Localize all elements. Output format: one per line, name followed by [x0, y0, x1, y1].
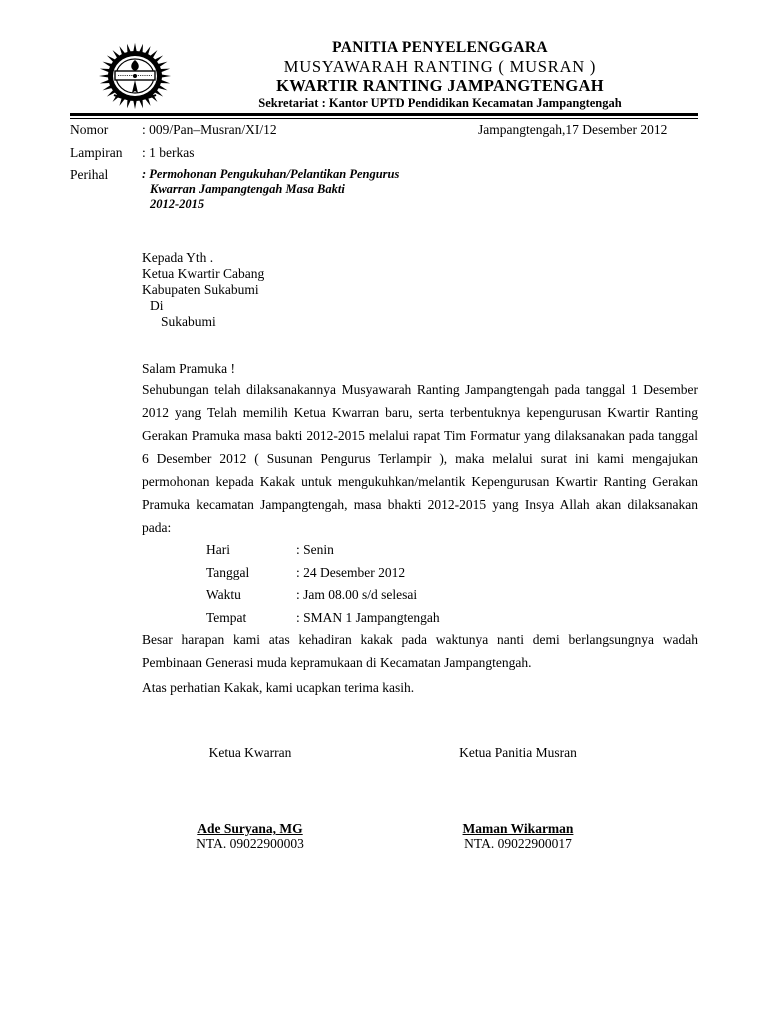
perihal-line: : Permohonan Pengukuhan/Pelantikan Pengurus — [142, 167, 400, 181]
address-line: Kabupaten Sukabumi — [142, 282, 259, 297]
signature-name-right: Maman Wikarman — [462, 821, 574, 836]
letter-date: Jampangtengah,17 Desember 2012 — [478, 122, 668, 137]
pramuka-emblem-icon — [92, 38, 178, 114]
closing-line: Atas perhatian Kakak, kami ucapkan terima kasih. — [142, 680, 415, 695]
signature-title-right: Ketua Panitia Musran — [459, 745, 577, 760]
letterhead-line-1: PANITIA PENYELENGGARA — [332, 39, 548, 56]
letterhead-secretariat: Sekretariat : Kantor UPTD Pendidikan Kecamatan Jampangtengah — [258, 96, 622, 110]
signature-name-left: Ade Suryana, MG — [197, 821, 303, 836]
schedule-value: : SMAN 1 Jampangtengah — [296, 610, 440, 625]
schedule-label: Hari — [206, 542, 230, 557]
signature-nta-left: NTA. 09022900003 — [196, 836, 304, 851]
letterhead-rule-thick — [70, 113, 698, 116]
schedule-value: : Senin — [296, 542, 334, 557]
lampiran-value: : 1 berkas — [142, 145, 195, 160]
perihal-label: Perihal — [70, 167, 109, 182]
perihal-line: Kwarran Jampangtengah Masa Bakti — [150, 182, 345, 196]
signature-title-left: Ketua Kwarran — [208, 745, 292, 760]
address-line: Sukabumi — [161, 314, 216, 329]
perihal-line: 2012-2015 — [150, 197, 205, 211]
nomor-value: : 009/Pan–Musran/XI/12 — [142, 122, 277, 137]
address-line: Kepada Yth . — [142, 250, 214, 265]
lampiran-label: Lampiran — [70, 145, 123, 160]
schedule-label: Waktu — [206, 587, 241, 602]
perihal-value — [142, 167, 399, 212]
body-paragraph-2: Besar harapan kami atas kehadiran kakak pada waktunya nanti demi berlangsungnya wadah Pembinaan Generasi muda kepramukaan di Kecamatan Jampangtengah. — [142, 632, 698, 670]
schedule-value: : Jam 08.00 s/d selesai — [296, 587, 418, 602]
nomor-label: Nomor — [70, 122, 109, 137]
greeting: Salam Pramuka ! — [142, 361, 235, 376]
letterhead-line-3: KWARTIR RANTING JAMPANGTENGAH — [276, 76, 604, 95]
letterhead-rule-thin — [70, 118, 698, 119]
recipient-address — [142, 250, 264, 330]
schedule-label: Tanggal — [206, 565, 250, 580]
schedule-value: : 24 Desember 2012 — [296, 565, 406, 580]
address-line: Ketua Kwartir Cabang — [142, 266, 265, 281]
address-line: Di — [150, 298, 164, 313]
signature-nta-right: NTA. 09022900017 — [464, 836, 572, 851]
letterhead-line-2: MUSYAWARAH RANTING ( MUSRAN ) — [283, 57, 597, 76]
schedule-label: Tempat — [206, 610, 247, 625]
body-paragraph-1: Sehubungan telah dilaksanakannya Musyawarah Ranting Jampangtengah pada tanggal 1 Desember 2012 yang Telah memilih Ketua Kwarran baru, serta terbentuknya kepengurusan Kwartir Ranting Gerakan Pramuka masa bakti 2012-2015 melalui rapat Tim Formatur yang dilaksanakan pada tanggal 6 Desember 2012 ( Susunan Pengurus Terlampir ), maka melalui surat ini kami mengajukan permohonan kepada Kakak untuk mengukuhkan/melantik Kepengurusan Kwartir Ranting Gerakan Pramuka kecamatan Jampangtengah, masa bhakti 2012-2015 yang Insya Allah akan dilaksanakan pada: — [142, 382, 698, 535]
letterhead — [180, 38, 700, 112]
